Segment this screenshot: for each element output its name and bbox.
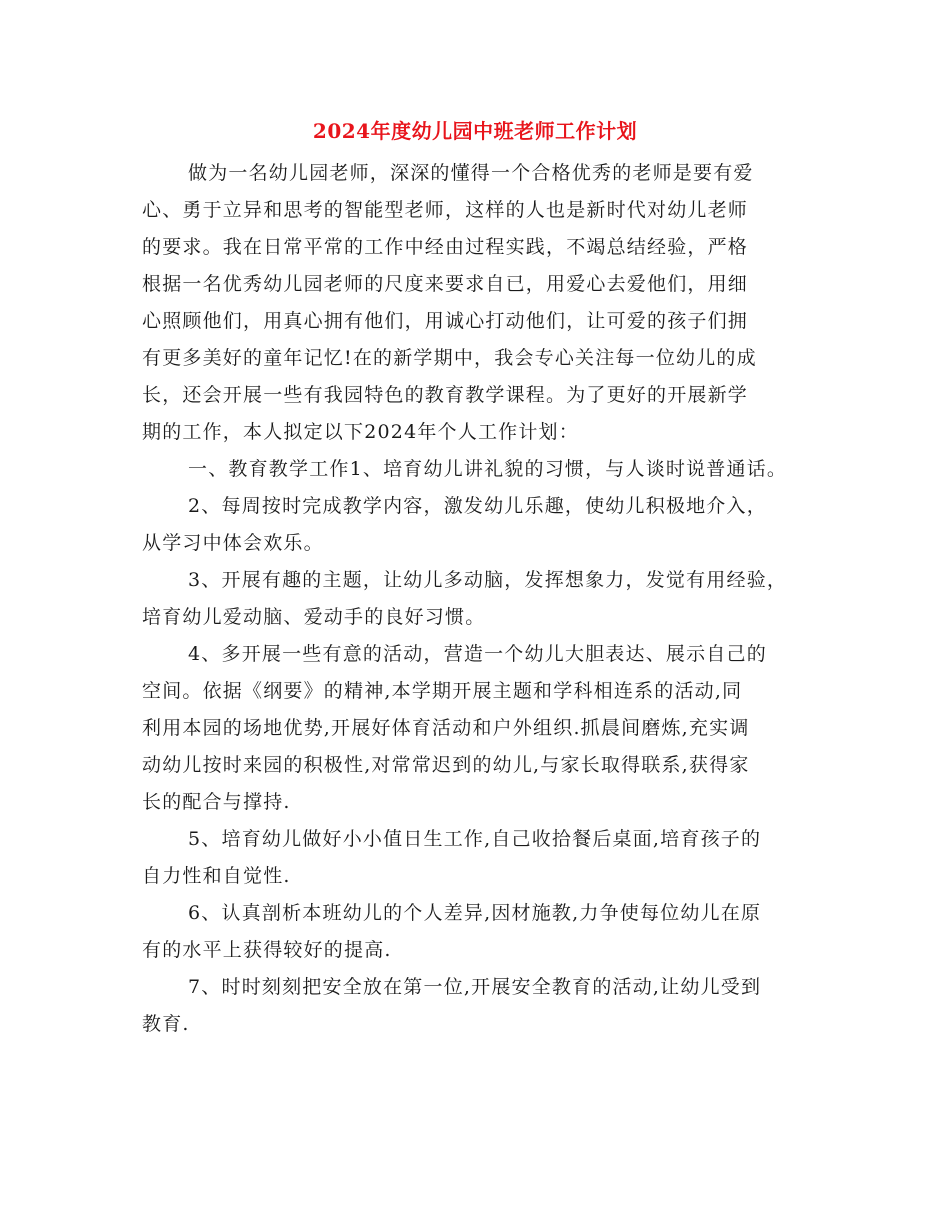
text-line: 一、教育教学工作1、培育幼儿讲礼貌的习惯，与人谈时说普通话。	[188, 458, 788, 480]
text-line: 3、开展有趣的主题，让幼儿多动脑，发挥想象力，发觉有用经验，	[188, 569, 788, 591]
document-body	[142, 160, 832, 1038]
document-title: 2024年度幼儿园中班老师工作计划	[312, 119, 638, 143]
text-line: 有更多美好的童年记忆!在的新学期中，我会专心关注每一位幼儿的成	[142, 347, 757, 369]
text-line: 心照顾他们，用真心拥有他们，用诚心打动他们，让可爱的孩子们拥	[142, 310, 749, 332]
text-line: 2、每周按时完成教学内容，激发幼儿乐趣，使幼儿积极地介入，	[188, 495, 767, 517]
text-line: 长，还会开展一些有我园特色的教育教学课程。为了更好的开展新学	[142, 384, 749, 406]
text-line: 期的工作，本人拟定以下2024年个人工作计划：	[142, 421, 579, 443]
text-line: 做为一名幼儿园老师，深深的懂得一个合格优秀的老师是要有爱	[188, 162, 754, 184]
text-line: 有的水平上获得较好的提高.	[142, 939, 392, 961]
text-line: 根据一名优秀幼儿园老师的尺度来要求自已，用爱心去爱他们，用细	[142, 273, 749, 295]
text-line: 教育.	[142, 1013, 190, 1035]
text-line: 自力性和自觉性.	[142, 865, 291, 887]
text-line: 心、勇于立异和思考的智能型老师，这样的人也是新时代对幼儿老师	[142, 199, 749, 221]
text-line: 长的配合与撑持.	[142, 791, 291, 813]
text-line: 动幼儿按时来园的积极性,对常常迟到的幼儿,与家长取得联系,获得家	[142, 754, 750, 776]
text-line: 空间。依据《纲要》的精神,本学期开展主题和学科相连系的活动,同	[142, 680, 743, 702]
text-line: 的要求。我在日常平常的工作中经由过程实践，不竭总结经验，严格	[142, 236, 749, 258]
text-line: 从学习中体会欢乐。	[142, 532, 324, 554]
text-line: 5、培育幼儿做好小小值日生工作,自己收拾餐后桌面,培育孩子的	[188, 828, 762, 850]
text-line: 4、多开展一些有意的活动，营造一个幼儿大胆表达、展示自己的	[188, 643, 767, 665]
text-line: 利用本园的场地优势,开展好体育活动和户外组织.抓晨间磨炼,充实调	[142, 717, 750, 739]
text-line: 培育幼儿爱动脑、爱动手的良好习惯。	[142, 606, 486, 628]
text-line: 6、认真剖析本班幼儿的个人差异,因材施教,力争使每位幼儿在原	[188, 902, 762, 924]
text-line: 7、时时刻刻把安全放在第一位,开展安全教育的活动,让幼儿受到	[188, 976, 762, 998]
